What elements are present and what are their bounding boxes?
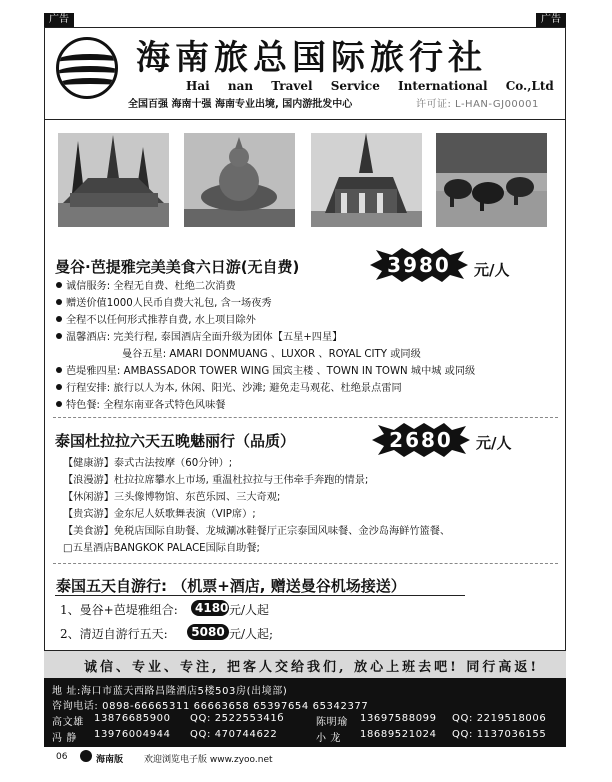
tour2-item: 【贵宾游】金东尼人妖歌舞表演（VIP席）; — [63, 509, 256, 520]
tour1-bullet: 赠送价值1000人民币自费大礼包, 含一场夜秀 — [56, 297, 272, 310]
contact-mobile: 13697588099 — [360, 713, 437, 724]
tour3-title: 泰国五天自游行: （机票+酒店, 赠送曼谷机场接送） — [56, 577, 406, 595]
section-divider — [53, 417, 558, 418]
combo-price-pill: 5080 — [187, 624, 229, 640]
contact-mobile: 13876685900 — [94, 713, 171, 724]
company-name-cn: 海南旅总国际旅行社 — [136, 38, 487, 78]
slogan-text: 诚信、专业、专注, 把客人交给我们, 放心上班去吧! 同行高返! — [84, 660, 540, 675]
slogan-bar — [44, 650, 566, 679]
ad-tag-left: 广告 — [44, 13, 74, 27]
section-divider — [53, 563, 558, 564]
page-number: 06 — [56, 752, 68, 762]
contact-name: 小 龙 — [316, 733, 341, 744]
grand-palace-photo — [58, 133, 169, 227]
contact-name: 高文雄 — [52, 717, 84, 728]
golden-buddha-photo — [184, 133, 295, 227]
tour2-item: 【健康游】泰式古法按摩（60分钟）; — [63, 458, 233, 469]
tour1-bullet: 特色餐: 全程东南亚各式特色风味餐 — [56, 399, 225, 412]
combo-suffix: 元/人起; — [229, 627, 274, 641]
tour2-item: 【美食游】免税店国际自助餐、龙城涮冰鞋餐厅正宗泰国风味餐、金沙岛海鲜竹篮餐、 — [63, 526, 451, 537]
contact-phone: 咨询电话: 0898-66665311 66663658 65397654 65342377 — [52, 701, 369, 712]
tour2-unit: 元/人 — [476, 434, 512, 452]
combo-price-pill: 4180 — [191, 600, 229, 616]
contact-qq: QQ: 1137036155 — [452, 729, 547, 740]
contact-mobile: 13976004944 — [94, 729, 171, 740]
contact-mobile: 18689521024 — [360, 729, 437, 740]
tour1-bullet: 芭堤雅四星: AMBASSADOR TOWER WING 国宾主楼 、TOWN IN TOWN 城中城 或同级 — [56, 365, 475, 378]
tour2-price-badge — [372, 423, 470, 457]
company-tagline: 全国百强 海南十强 海南专业出境, 国内游批发中心 — [128, 99, 353, 110]
website-link[interactable]: 欢迎浏览电子版 www.zyoo.net — [144, 755, 273, 765]
tour3-underline — [55, 595, 465, 596]
contact-name: 陈明瑜 — [316, 717, 348, 728]
tour1-price: 3980 — [387, 253, 451, 277]
tour1-unit: 元/人 — [474, 261, 510, 279]
newspaper-logo-icon — [80, 750, 92, 762]
ad-tag-right: 广告 — [536, 13, 566, 27]
contact-name: 冯 静 — [52, 733, 77, 744]
tour1-bullet: 诚信服务: 全程无自费、杜绝二次消费 — [56, 280, 236, 293]
combo-suffix: 元/人起 — [229, 603, 270, 617]
elephants-photo — [436, 133, 547, 227]
contact-qq: QQ: 2219518006 — [452, 713, 547, 724]
tour1-bullet: 全程不以任何形式推荐自费, 水上项目除外 — [56, 314, 256, 327]
contact-panel — [44, 678, 566, 747]
company-logo-icon — [56, 37, 118, 99]
temple-of-dawn-photo — [311, 133, 422, 227]
contact-qq: QQ: 470744622 — [190, 729, 278, 740]
tour2-item: 【浪漫游】杜拉拉席攀水上市场, 重温杜拉拉与王伟牵手奔跑的情景; — [63, 475, 369, 486]
tour2-item: 【休闲游】三头像博物馆、东芭乐园、三大奇观; — [63, 492, 281, 503]
tour1-hotel-bangkok: 曼谷五星: AMARI DONMUANG 、LUXOR 、ROYAL CITY 或同级 — [122, 349, 421, 360]
tour2-price: 2680 — [389, 428, 453, 452]
company-header — [44, 27, 566, 120]
tour2-item: □五星酒店BANGKOK PALACE国际自助餐; — [63, 543, 260, 554]
company-name-en: Hai nan Travel Service International Co.,Ltd — [186, 79, 554, 93]
license-number: 许可证: L-HAN-GJ00001 — [416, 99, 539, 110]
tour1-title: 曼谷·芭提雅完美美食六日游(无自费) — [55, 258, 300, 276]
tour1-price-badge — [370, 248, 468, 282]
tour1-bullet: 行程安排: 旅行以人为本, 休闲、阳光、沙滩; 避免走马观花、杜绝景点雷同 — [56, 382, 402, 395]
contact-qq: QQ: 252255341б — [190, 713, 285, 724]
tour2-title: 泰国杜拉拉六天五晚魅丽行（品质） — [55, 432, 296, 450]
edition-label: 海南版 — [96, 755, 124, 765]
contact-address: 地 址:海口市蓝天西路昌隆酒店5楼503房(出境部) — [52, 686, 288, 697]
combo-label: 2、清迈自游行五天: — [60, 627, 168, 641]
tour1-bullet: 温馨酒店: 完美行程, 泰国酒店全面升级为团体【五星+四星】 — [56, 331, 342, 344]
combo-label: 1、曼谷+芭堤雅组合: — [60, 603, 178, 617]
